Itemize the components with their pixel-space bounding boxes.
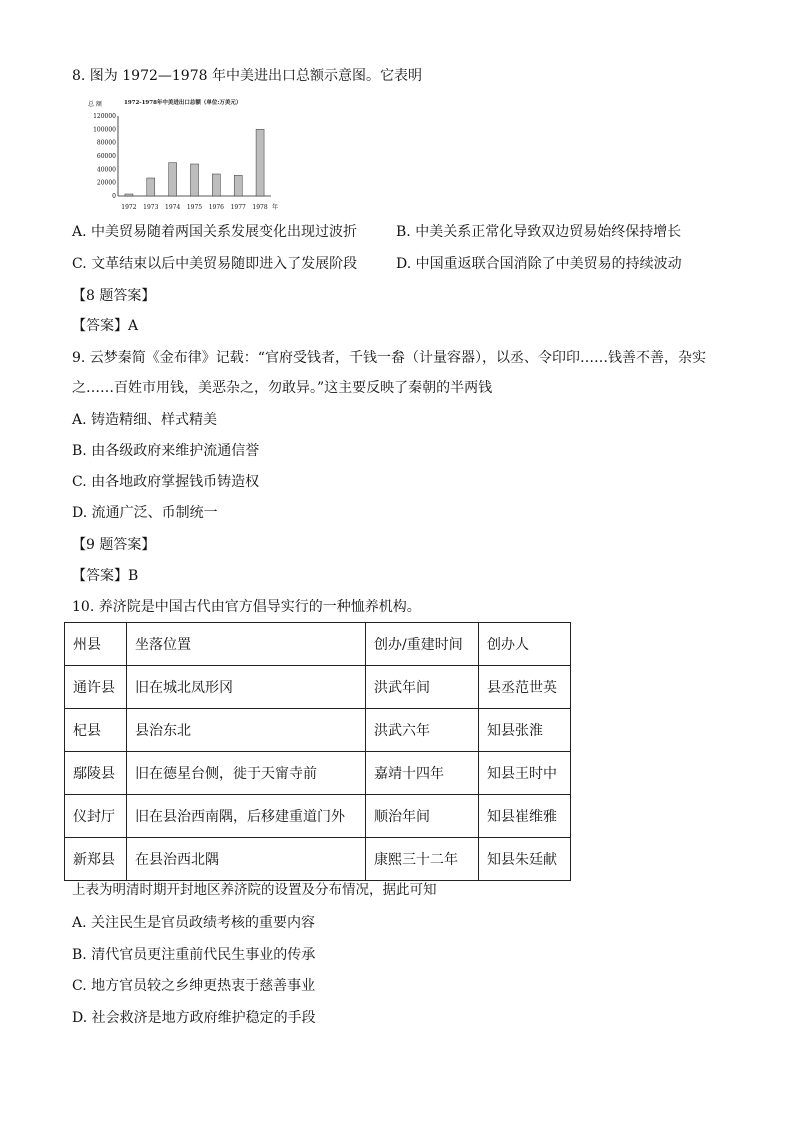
chart-x-tick-label: 1975 (186, 204, 203, 211)
table-cell: 仪封厅 (65, 795, 127, 838)
chart-x-tick-label: 1974 (165, 204, 181, 211)
chart-bar (169, 163, 177, 196)
table-cell: 知县崔维雅 (479, 795, 571, 838)
table-header-cell: 创办/重建时间 (366, 623, 479, 666)
q10-option-a: A. 关注民生是官员政绩考核的重要内容 (72, 915, 316, 931)
table-header-row (65, 623, 571, 666)
table-row (65, 795, 571, 838)
q9-option-a: A. 铸造精细、样式精美 (72, 412, 218, 428)
q9-option-b: B. 由各级政府来维护流通信誉 (72, 443, 260, 459)
q8-answer: 【答案】A (72, 318, 139, 334)
table-cell: 顺治年间 (366, 795, 479, 838)
table-row (65, 752, 571, 795)
table-cell: 知县张淮 (479, 709, 571, 752)
table-cell: 鄢陵县 (65, 752, 127, 795)
q10-table-note: 上表为明清时期开封地区养济院的设置及分布情况，据此可知 (72, 882, 437, 898)
chart-y-tick-label: 60000 (96, 153, 116, 160)
chart-ylabel: 总 额 (88, 101, 102, 108)
table-header-cell: 坐落位置 (127, 623, 366, 666)
table-cell: 旧在德星台侧，徙于天甯寺前 (127, 752, 366, 795)
chart-bar (125, 194, 133, 196)
chart-y-tick-label: 40000 (96, 166, 116, 174)
table-cell: 洪武年间 (366, 666, 479, 709)
relief-house-table (64, 622, 571, 881)
chart-xlabel: 年 (272, 204, 279, 211)
chart-y-tick-label: 120000 (93, 113, 116, 120)
table-header-cell: 创办人 (479, 623, 571, 666)
trade-bar-chart (78, 96, 288, 214)
q8-answer-heading: 【8 题答案】 (72, 288, 156, 304)
table-cell: 旧在县治西南隅，后移建重道门外 (127, 795, 366, 838)
chart-bar (256, 129, 264, 196)
table-cell: 知县朱廷献 (479, 838, 571, 881)
table-cell: 洪武六年 (366, 709, 479, 752)
chart-bar (234, 175, 242, 196)
table-cell: 旧在城北凤形冈 (127, 666, 366, 709)
table-row (65, 666, 571, 709)
q9-answer: 【答案】B (72, 568, 139, 584)
q8-option-a: A. 中美贸易随着两国关系发展变化出现过波折 (72, 224, 358, 240)
chart-bar (147, 178, 155, 196)
table-cell: 嘉靖十四年 (366, 752, 479, 795)
table-cell: 通许县 (65, 666, 127, 709)
chart-bar (212, 174, 220, 196)
table-row (65, 709, 571, 752)
q9-stem-line1: 9. 云梦秦简《金布律》记载：“官府受钱者，千钱一畚（计量容器），以丞、令印印……钱善不善，杂实 (72, 350, 706, 366)
table-cell: 在县治西北隅 (127, 838, 366, 881)
q10-option-d: D. 社会救济是地方政府维护稳定的手段 (72, 1010, 316, 1026)
chart-x-tick-label: 1977 (230, 204, 246, 211)
table-row (65, 838, 571, 881)
q8-option-d: D. 中国重返联合国消除了中美贸易的持续波动 (396, 256, 682, 272)
q8-option-c: C. 文革结束以后中美贸易随即进入了发展阶段 (72, 256, 358, 272)
chart-x-tick-label: 1978 (252, 204, 268, 211)
table-header-cell: 州县 (65, 623, 127, 666)
chart-bar (191, 164, 199, 196)
table-cell: 新郑县 (65, 838, 127, 881)
table-cell: 杞县 (65, 709, 127, 752)
chart-y-tick-label: 0 (112, 193, 116, 200)
table-cell: 县治东北 (127, 709, 366, 752)
chart-x-tick-label: 1976 (208, 204, 224, 211)
table-cell: 县丞范世英 (479, 666, 571, 709)
table-cell: 知县王时中 (479, 752, 571, 795)
chart-y-tick-label: 20000 (96, 179, 116, 187)
q9-option-c: C. 由各地政府掌握钱币铸造权 (72, 474, 260, 490)
q9-stem-line2: 之……百姓市用钱，美恶杂之，勿敢异。”这主要反映了秦朝的半两钱 (72, 380, 493, 396)
chart-y-tick-label: 100000 (93, 126, 116, 134)
chart-title: 1972-1978年中美进出口总额（单位:万美元） (124, 100, 242, 106)
chart-y-tick-label: 80000 (96, 139, 116, 147)
q8-option-b: B. 中美关系正常化导致双边贸易始终保持增长 (396, 224, 682, 240)
q8-stem: 8. 图为 1972—1978 年中美进出口总额示意图。它表明 (72, 68, 422, 84)
q10-option-b: B. 清代官员更注重前代民生事业的传承 (72, 947, 316, 963)
chart-x-tick-label: 1972 (121, 204, 137, 211)
table-cell: 康熙三十二年 (366, 838, 479, 881)
q10-stem: 10. 养济院是中国古代由官方倡导实行的一种恤养机构。 (72, 599, 421, 615)
chart-x-tick-label: 1973 (143, 204, 159, 211)
q9-option-d: D. 流通广泛、币制统一 (72, 505, 218, 521)
q9-answer-heading: 【9 题答案】 (72, 537, 156, 553)
q10-option-c: C. 地方官员较之乡绅更热衷于慈善事业 (72, 978, 316, 994)
